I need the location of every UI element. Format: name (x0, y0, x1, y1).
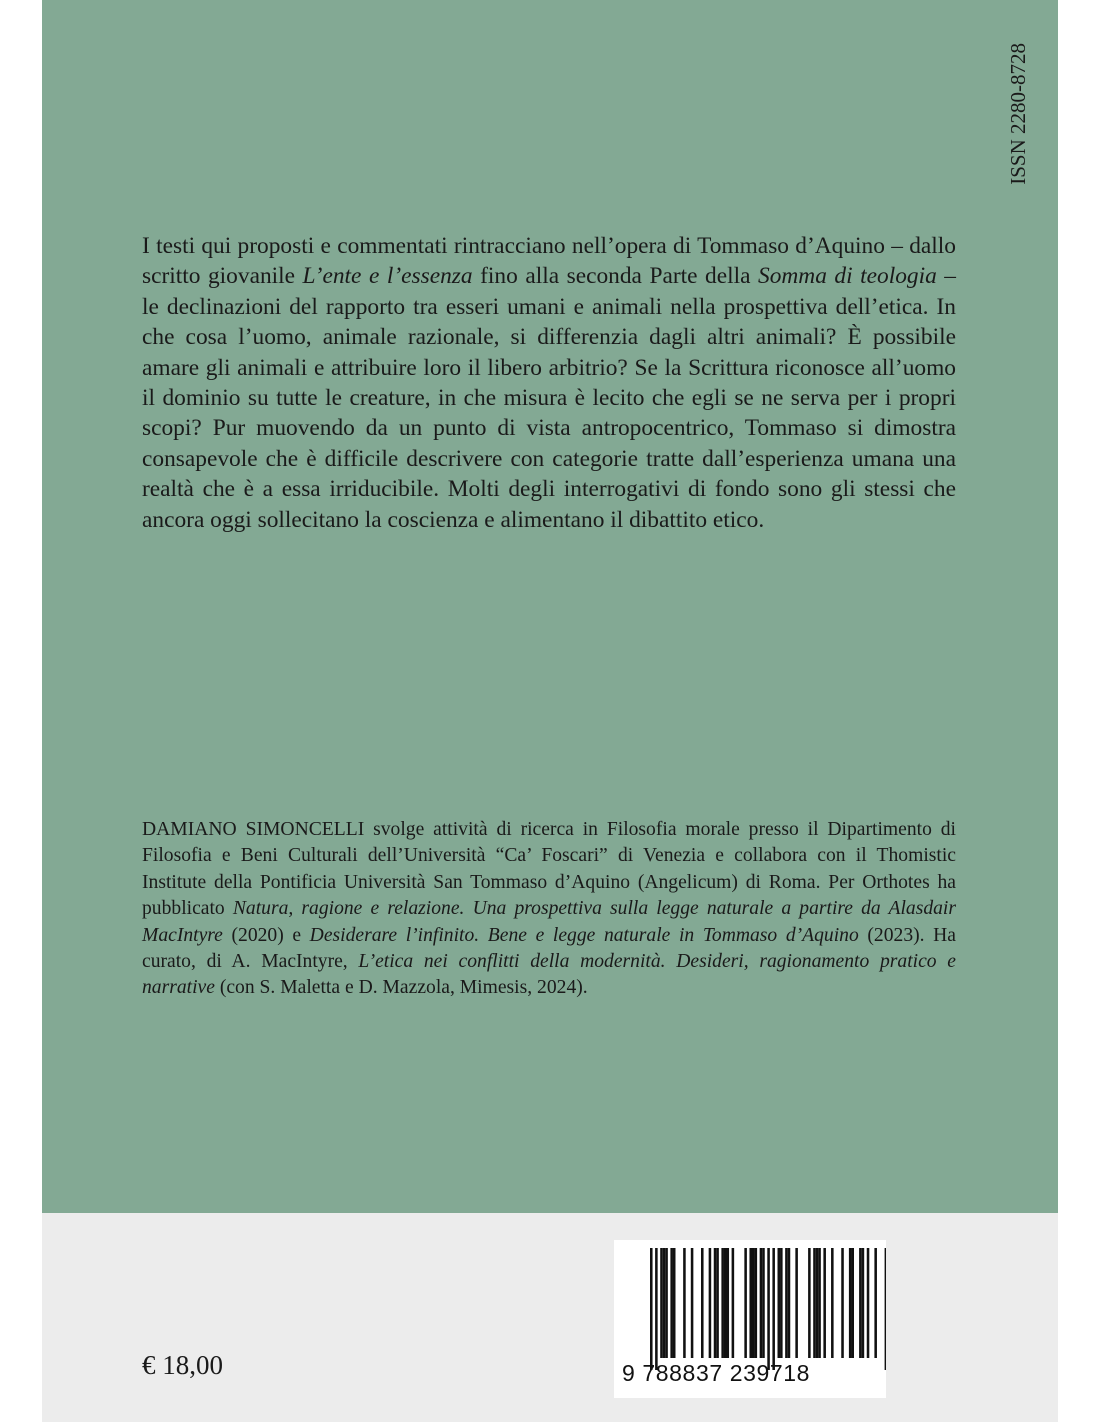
barcode-bar (778, 1248, 781, 1358)
barcode-bar (780, 1248, 783, 1358)
barcode-bar (874, 1248, 877, 1358)
barcode-bar (785, 1248, 788, 1358)
title-somma-teologia: Somma di teologia (758, 263, 937, 290)
author-bio: DAMIANO SIMONCELLI svolge attività di ricerca in Filosofia morale presso il Dipartimento di Filosofia e Beni Culturali dell’Università “Ca’ Foscari” di Venezia e collabora con il Thomistic Institute della Pontificia Università San Tommaso d’Aquino (Angelicum) di Roma. Per Orthotes ha pubblicato Natura, ragione e relazione. Una prospettiva sulla legge naturale a partire da Alasdair MacIntyre (2020) e Desiderare l’infinito. Bene e legge naturale in Tommaso d’Aquino (2023). Ha curato, di A. MacIntyre, L’etica nei conflitti della modernità. Desideri, ragionamento pratico e narrative (con S. Maletta e D. Mazzola, Mimesis, 2024). (142, 819, 956, 999)
blurb-text: I testi qui proposti e commentati rintracciano nell’opera di Tommaso d’Aquino – dallo scritto giovanile L’ente e l’essenza fino alla seconda Parte della Somma di teologia – le declinazioni del rapporto tra esseri umani e animali nella prospettiva dell’etica. In che cosa l’uomo, animale razionale, si differenzia dagli altri animali? È possibile amare gli animali e attribuire loro il libero arbitrio? Se la Scrittura riconosce all’uomo il dominio su tutte le creature, in che misura è lecito che egli se ne serva per i propri scopi? Pur muovendo da un punto di vista antropocentrico, Tommaso si dimostra consapevole che è difficile descrivere con categorie tratte dall’esperienza umana una realtà che è a essa irriducibile. Molti degli interrogativi di fondo sono gli stessi che ancora oggi sollecitano la coscienza e alimentano il dibattito etico. (142, 233, 956, 533)
price-label: € 18,00 (142, 1350, 223, 1380)
barcode-bar (818, 1248, 821, 1358)
barcode-bar (701, 1248, 704, 1358)
barcode-bar (673, 1248, 676, 1358)
barcode-bar (755, 1248, 758, 1358)
barcode-digits: 9 788837 239718 (622, 1360, 811, 1386)
barcode-bar (788, 1248, 791, 1358)
barcode-bar (721, 1248, 724, 1358)
barcode-bar (660, 1248, 663, 1358)
barcode-bar (813, 1248, 816, 1358)
barcode-bar (772, 1248, 775, 1370)
barcode-bar (767, 1248, 770, 1370)
title-etica-conflitti: L’etica nei conflitti della modernità. Desideri, ragionamento pratico e narrative (142, 951, 956, 999)
barcode-bar (749, 1248, 752, 1358)
barcode-bar (859, 1248, 862, 1358)
barcode-bar (831, 1248, 834, 1358)
barcode-bar (665, 1248, 668, 1358)
barcode-bar (650, 1248, 653, 1370)
barcode-bar (691, 1248, 694, 1358)
barcode-bar (727, 1248, 730, 1358)
barcode-bar (841, 1248, 844, 1358)
barcode-bar (752, 1248, 755, 1358)
barcode-bar (885, 1248, 886, 1370)
barcode-bar (724, 1248, 727, 1358)
barcode-bar (732, 1248, 735, 1358)
barcode-bar (714, 1248, 717, 1358)
barcode-bar (663, 1248, 666, 1358)
barcode-bar (849, 1248, 852, 1358)
author-name: DAMIANO SIMONCELLI (142, 819, 365, 840)
title-ente-essenza: L’ente e l’essenza (302, 263, 473, 290)
barcode-bar (851, 1248, 854, 1358)
barcode-bar (795, 1248, 798, 1358)
barcode-bar (760, 1248, 763, 1358)
title-desiderare-infinito: Desiderare l’infinito. Bene e legge naturale in Tommaso d’Aquino (309, 924, 859, 946)
barcode-bar (762, 1248, 765, 1358)
barcode-bar (655, 1248, 658, 1370)
title-natura-ragione: Natura, ragione e relazione. Una prospettiva sulla legge naturale a partire da Alasdair MacIntyre (142, 898, 956, 946)
barcode-bar (716, 1248, 719, 1358)
barcode-bar (709, 1248, 712, 1358)
barcode (614, 1240, 886, 1398)
barcode-bar (867, 1248, 870, 1358)
barcode-bar (744, 1248, 747, 1358)
barcode-bar (862, 1248, 865, 1358)
barcode-bar (816, 1248, 819, 1358)
barcode-bar (808, 1248, 811, 1358)
barcode-bar (683, 1248, 686, 1358)
bottom-strip (42, 1213, 1058, 1422)
back-cover-panel (42, 0, 1058, 1213)
barcode-bar (670, 1248, 673, 1358)
barcode-bar (823, 1248, 826, 1358)
